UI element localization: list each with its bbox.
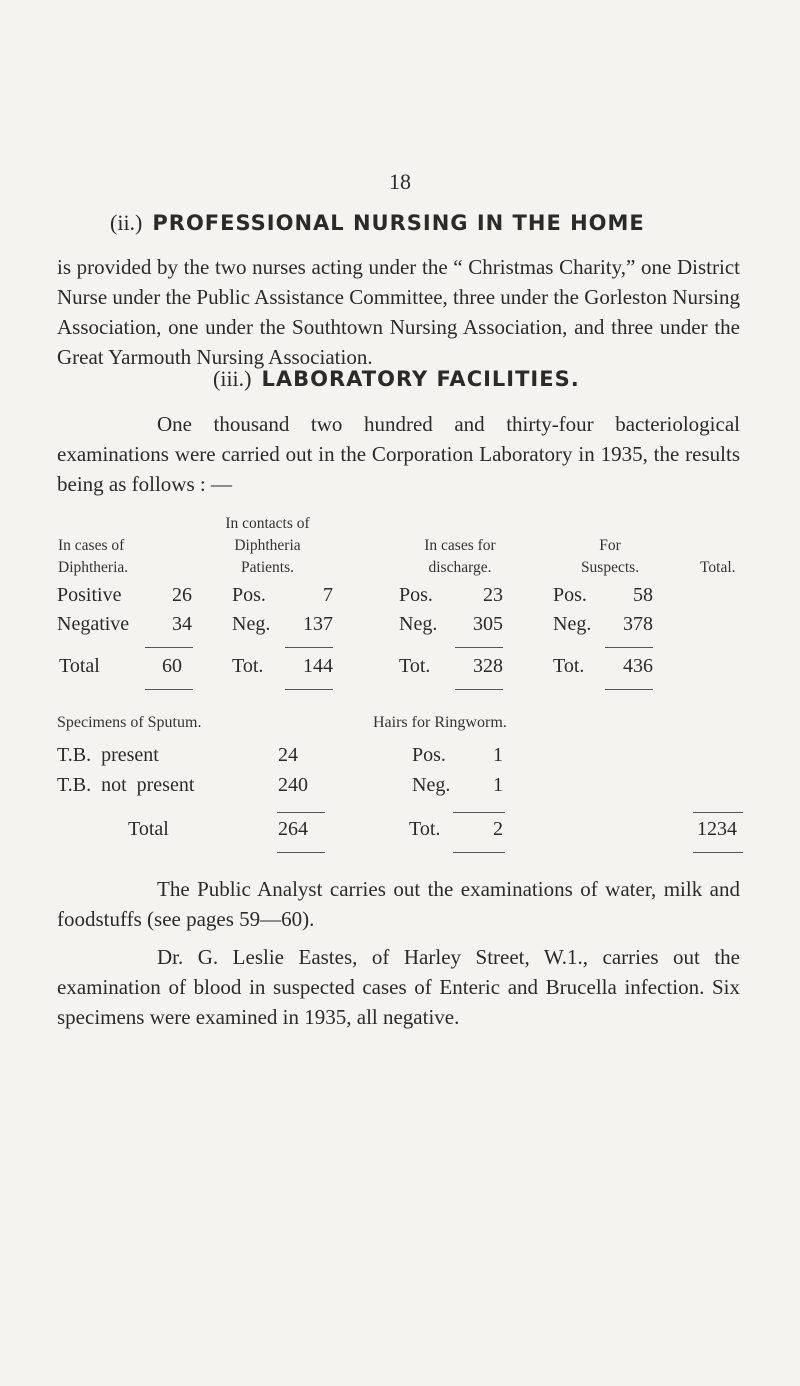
t1-r1-c3-label: Pos.: [399, 584, 433, 606]
section-iii-heading: [213, 366, 580, 392]
t2-r1-sputum-value: 24: [278, 744, 298, 766]
t1-rule-c4-top: [605, 647, 653, 648]
t1-r2-c3-value: 305: [473, 613, 503, 635]
t2-r2-ring-value: 1: [493, 774, 503, 796]
section-ii-heading: [110, 210, 645, 236]
t1-rule-c2-bottom: [285, 689, 333, 690]
t1-r2-c1-label: Negative: [57, 613, 130, 635]
t1-r1-c4-value: 58: [633, 584, 653, 606]
t2-grand-total-value: 1234: [697, 818, 737, 840]
t2-r2-sputum-label: T.B. not present: [57, 774, 195, 796]
t1-rule-c3-top: [455, 647, 503, 648]
section-iii-title: LABORATORY FACILITIES.: [261, 367, 580, 391]
t1-rule-c2-top: [285, 647, 333, 648]
t1-r1-c2-label: Pos.: [232, 584, 266, 606]
t1-rule-c1-bottom: [145, 689, 193, 690]
t2-header-sputum: Specimens of Sputum.: [57, 714, 202, 731]
section-ii-number: (ii.): [110, 210, 143, 235]
t2-rule-sputum-bottom: [277, 852, 325, 853]
t2-header-ringworm: Hairs for Ringworm.: [373, 714, 507, 731]
t2-r2-sputum-value: 240: [278, 774, 308, 796]
section-iii-text: One thousand two hundred and thirty-four bacteriological examinations were carried out in the Corporation Laboratory in 1935, the results being as follows : —: [57, 412, 740, 496]
t1-total-c2-value: 144: [303, 655, 333, 677]
t1-total-c3-value: 328: [473, 655, 503, 677]
t2-rule-grand-top: [693, 812, 743, 813]
t1-total-c1-value: 60: [162, 655, 182, 677]
t2-rule-grand-bottom: [693, 852, 743, 853]
t1-r2-c4-label: Neg.: [553, 613, 592, 635]
t1-r2-c2-label: Neg.: [232, 613, 271, 635]
t1-r2-c1-value: 34: [172, 613, 192, 635]
t2-rule-ring-top: [453, 812, 505, 813]
t1-header-col3: In cases for discharge.: [424, 537, 496, 576]
t1-total-c1-label: Total: [59, 655, 100, 677]
t1-r1-c3-value: 23: [483, 584, 503, 606]
t2-r1-sputum-label: T.B. present: [57, 744, 159, 766]
t1-r1-c1-value: 26: [172, 584, 192, 606]
paragraph-blood-examination: Dr. G. Leslie Eastes, of Harley Street, W.1., carries out the examination of blood in suspected cases of Enteric and Brucella infection. Six specimens were examined in 1935, all negative.: [57, 945, 740, 1029]
page-number: 18: [389, 169, 411, 194]
section-ii-text: is provided by the two nurses acting under the “ Christmas Charity,” one District Nurse under the Public Assistance Committee, three under the Gorleston Nursing Association, one under the Southtown Nursing Association, and three under the Great Yarmouth Nursing Association.: [57, 255, 740, 369]
t1-rule-c4-bottom: [605, 689, 653, 690]
t1-r2-c4-value: 378: [623, 613, 653, 635]
t2-total-sputum-label: Total: [128, 818, 169, 840]
t2-r1-ring-value: 1: [493, 744, 503, 766]
paragraph-public-analyst: The Public Analyst carries out the examinations of water, milk and foodstuffs (see pages 59—60).: [57, 877, 740, 931]
t2-total-ring-value: 2: [493, 818, 503, 840]
t1-total-c2-label: Tot.: [232, 655, 264, 677]
t1-r1-c1-label: Positive: [57, 584, 122, 606]
t1-header-col4: For Suspects.: [580, 537, 640, 576]
t1-rule-c3-bottom: [455, 689, 503, 690]
t1-total-c4-label: Tot.: [553, 655, 585, 677]
t1-header-col2: In contacts of Diphtheria Patients.: [225, 515, 310, 576]
t1-header-col1: In cases of Diphtheria.: [58, 537, 129, 576]
section-ii-title: PROFESSIONAL NURSING IN THE HOME: [152, 211, 645, 235]
t1-r1-c2-value: 7: [323, 584, 333, 606]
section-iii-number: (iii.): [213, 366, 252, 391]
t2-rule-ring-bottom: [453, 852, 505, 853]
t1-rule-c1-top: [145, 647, 193, 648]
t1-total-c3-label: Tot.: [399, 655, 431, 677]
t2-total-ring-label: Tot.: [409, 818, 441, 840]
t1-r2-c2-value: 137: [303, 613, 333, 635]
t2-rule-sputum-top: [277, 812, 325, 813]
t2-total-sputum-value: 264: [278, 818, 308, 840]
t2-r2-ring-label: Neg.: [412, 774, 451, 796]
t1-total-c4-value: 436: [623, 655, 653, 677]
t1-r2-c3-label: Neg.: [399, 613, 438, 635]
t1-header-col5: Total.: [700, 559, 736, 576]
t2-r1-ring-label: Pos.: [412, 744, 446, 766]
t1-r1-c4-label: Pos.: [553, 584, 587, 606]
